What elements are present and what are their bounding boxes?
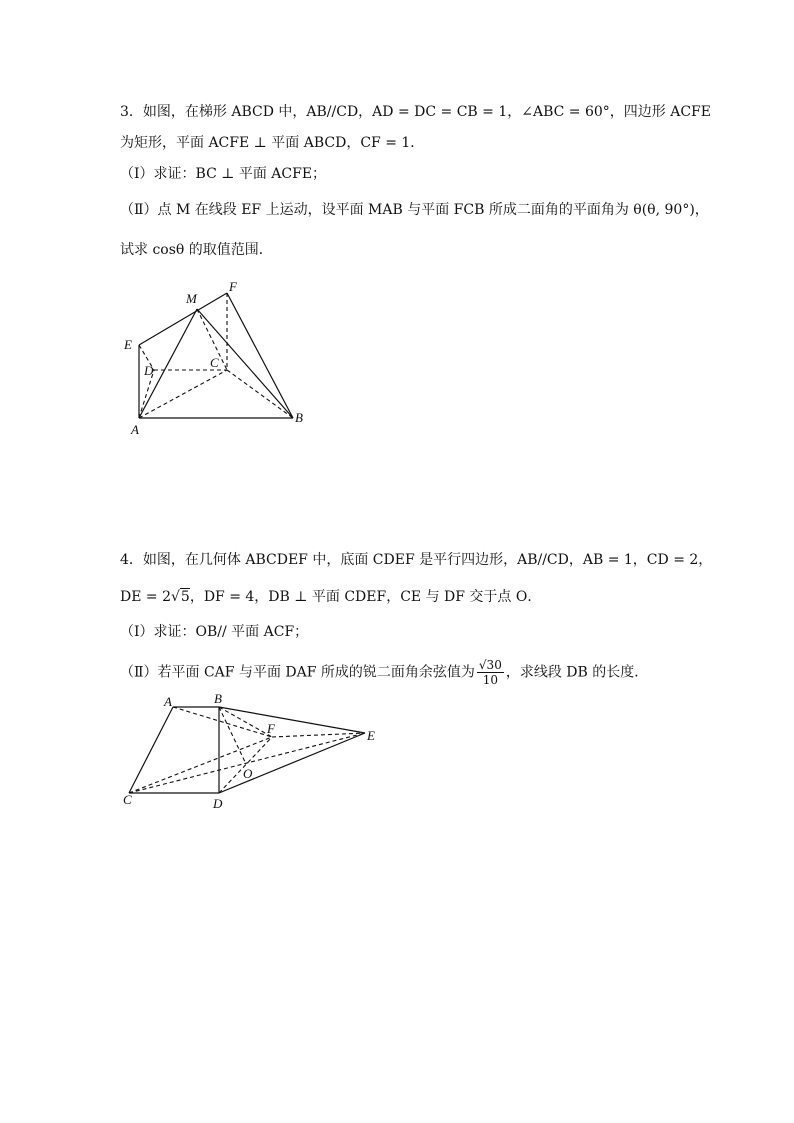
edge-AF <box>173 707 272 737</box>
edge-CF <box>129 737 272 793</box>
edge-CE <box>129 733 365 793</box>
label-D: D <box>144 363 154 378</box>
p4-line-1: 4．如图，在几何体 ABCDEF 中，底面 CDEF 是平行四边形，AB//CD，AB = 1，CD = 2， <box>120 552 713 568</box>
p3-line-2: 为矩形，平面 ACFE ⊥ 平面 ABCD，CF = 1． <box>120 135 425 151</box>
p3-part-2: （Ⅱ）点 M 在线段 EF 上运动，设平面 MAB 与平面 FCB 所成二面角的平面角为 θ(θ, 90°)， <box>120 202 709 218</box>
sqrt-5: √5 <box>170 589 190 605</box>
p3-part-1: （Ⅰ）求证：BC ⊥ 平面 ACFE； <box>120 166 327 182</box>
label-M: M <box>186 291 197 306</box>
label-B: B <box>295 410 303 425</box>
p3-figure <box>110 275 320 440</box>
edge-AC <box>129 707 173 793</box>
edge-FE <box>272 733 365 737</box>
p4-line-2-post: ，DF = 4，DB ⊥ 平面 CDEF，CE 与 DF 交于点 O． <box>189 589 542 605</box>
label-O: O <box>243 766 253 781</box>
fraction-sqrt30-over-10: $\frac{√30}{10}$ <box>478 658 502 687</box>
label-A: A <box>164 694 172 709</box>
edge-DF <box>219 737 272 793</box>
p4-line-2-pre: DE = 2 <box>120 589 171 605</box>
label-D: D <box>213 796 223 811</box>
p4-part-2-pre: （Ⅱ）若平面 CAF 与平面 DAF 所成的锐二面角余弦值为 <box>120 664 475 681</box>
p4-part-2-post: ，求线段 DB 的长度． <box>505 664 649 681</box>
label-C: C <box>123 792 132 807</box>
p4-figure <box>115 688 390 813</box>
edge-BE <box>219 707 365 733</box>
edge-EF <box>139 293 227 345</box>
p3-line-1: 3．如图，在梯形 ABCD 中，AB//CD，AD = DC = CB = 1，∠ABC = 60°，四边形 ACFE <box>120 104 711 120</box>
label-E: E <box>367 728 375 743</box>
p3-line-5: 试求 cosθ 的取值范围． <box>120 242 273 258</box>
p4-part-2 <box>120 658 648 687</box>
label-C: C <box>210 355 219 370</box>
label-A: A <box>131 422 139 437</box>
edge-FB <box>227 293 293 418</box>
label-B: B <box>214 691 222 706</box>
label-F: F <box>229 279 237 294</box>
label-E: E <box>124 337 132 352</box>
p4-part-1: （Ⅰ）求证：OB// 平面 ACF； <box>120 624 309 640</box>
edge-CB <box>227 370 293 418</box>
label-F: F <box>267 721 275 736</box>
p4-line-2 <box>120 587 541 607</box>
edge-DE <box>219 733 365 793</box>
edge-BO <box>219 707 246 764</box>
